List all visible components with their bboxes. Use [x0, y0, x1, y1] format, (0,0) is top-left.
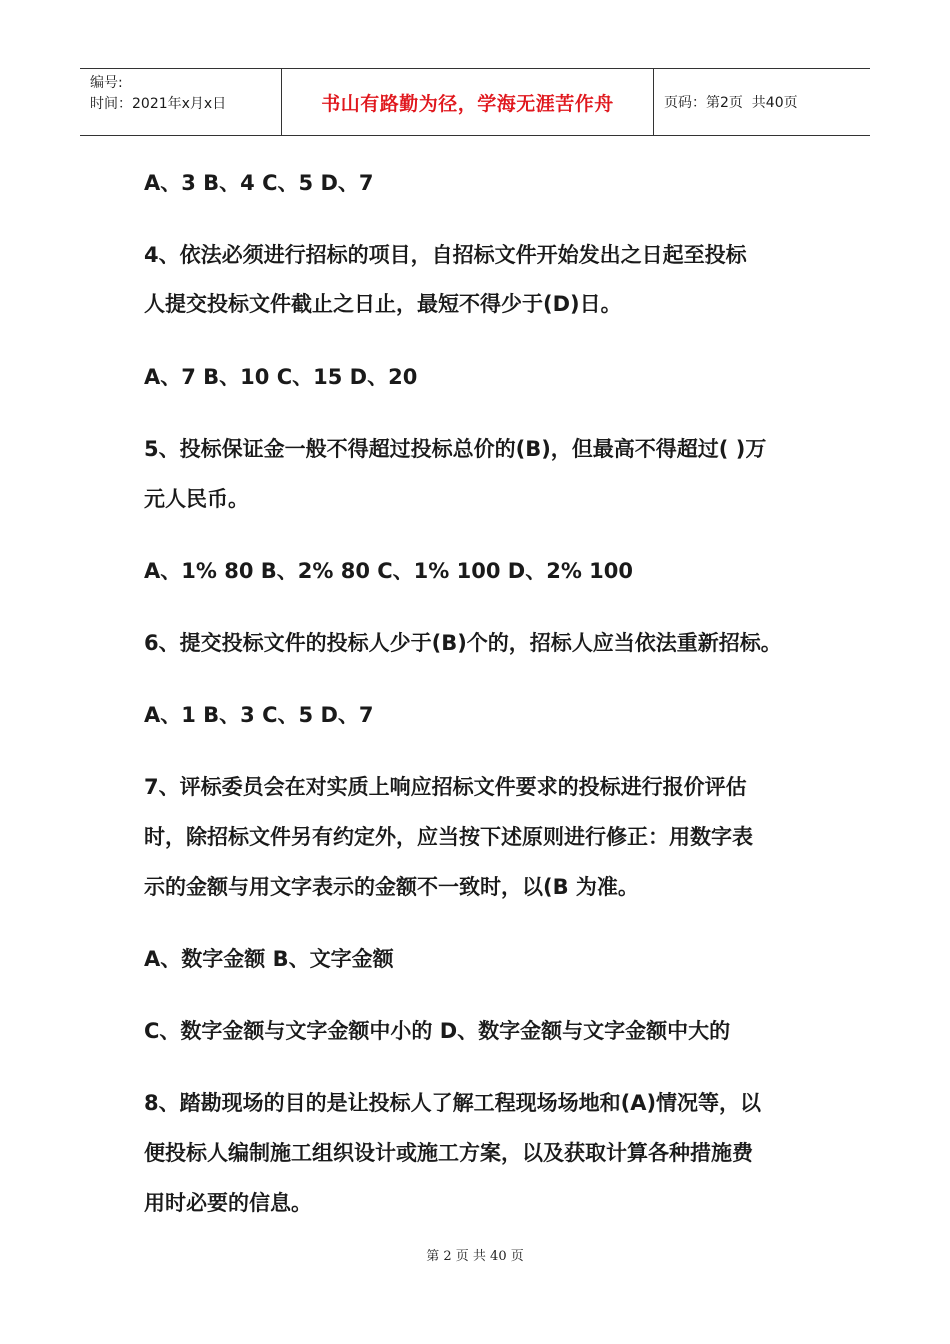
text-line: 6、提交投标文件的投标人少于(B)个的，招标人应当依法重新招标。: [144, 631, 782, 655]
header-meta: [80, 69, 282, 135]
text-line: 4、依法必须进行招标的项目，自招标文件开始发出之日起至投标: [144, 243, 747, 267]
text-line: A、1% 80 B、2% 80 C、1% 100 D、2% 100: [144, 559, 634, 583]
text-line: 人提交投标文件截止之日止，最短不得少于(D)日。: [144, 292, 622, 316]
page-header: [80, 68, 870, 136]
header-motto: 书山有路勤为径，学海无涯苦作舟: [282, 69, 654, 135]
text-line: A、7 B、10 C、15 D、20: [144, 365, 418, 389]
text-line: 示的金额与用文字表示的金额不一致时，以(B 为准。: [144, 875, 639, 899]
text-line: 便投标人编制施工组织设计或施工方案，以及获取计算各种措施费: [144, 1141, 753, 1165]
text-line: C、数字金额与文字金额中小的 D、数字金额与文字金额中大的: [144, 1019, 731, 1043]
page-label: 页码：第2页 共40页: [664, 95, 798, 111]
number-label: 编号:: [90, 75, 123, 91]
time-label: 时间：2021年x月x日: [90, 96, 227, 112]
header-page-info: [654, 69, 870, 135]
text-line: 时，除招标文件另有约定外，应当按下述原则进行修正：用数字表: [144, 825, 753, 849]
text-line: A、1 B、3 C、5 D、7: [144, 703, 374, 727]
text-line: 8、踏勘现场的目的是让投标人了解工程现场场地和(A)情况等，以: [144, 1091, 762, 1115]
text-line: 用时必要的信息。: [144, 1191, 312, 1215]
page-footer: 第 2 页 共 40 页: [426, 1249, 524, 1264]
text-line: 7、评标委员会在对实质上响应招标文件要求的投标进行报价评估: [144, 775, 747, 799]
text-line: A、3 B、4 C、5 D、7: [144, 171, 374, 195]
text-line: 5、投标保证金一般不得超过投标总价的(B)，但最高不得超过( )万: [144, 437, 767, 461]
text-line: 元人民币。: [144, 487, 249, 511]
text-line: A、数字金额 B、文字金额: [144, 947, 394, 971]
